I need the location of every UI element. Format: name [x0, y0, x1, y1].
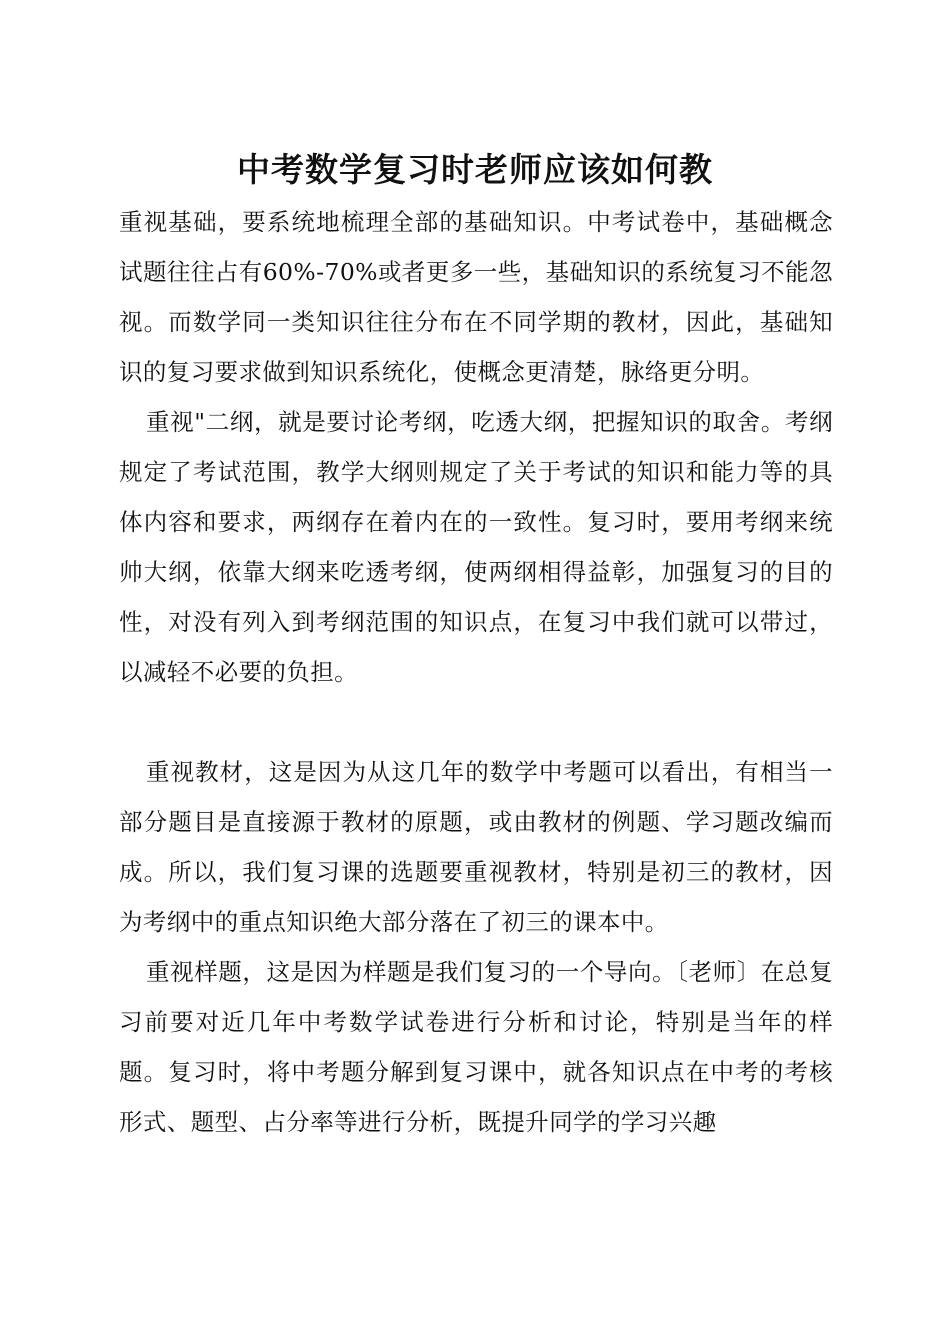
paragraph-sample-questions: 重视样题，这是因为样题是我们复习的一个导向。〔老师〕在总复习前要对近几年中考数学试卷进行分析和讨论，特别是当年的样题。复习时，将中考题分解到复习课中，就各知识点在中考的考核形式、题型、占分率等进行分析，既提升同学的学习兴趣 — [119, 958, 833, 1136]
paragraph-textbook: 重视教材，这是因为从这几年的数学中考题可以看出，有相当一部分题目是直接源于教材的原题，或由教材的例题、学习题改编而成。所以，我们复习课的选题要重视教材，特别是初三的教材，因为考纲中的重点知识绝大部分落在了初三的课本中。 — [119, 758, 833, 936]
paragraph-basics: 重视基础，要系统地梳理全部的基础知识。中考试卷中，基础概念试题往往占有60%-70%或者更多一些，基础知识的系统复习不能忽视。而数学同一类知识往往分布在不同学期的教材，因此，基础知识的复习要求做到知识系统化，使概念更清楚，脉络更分明。 — [119, 208, 833, 386]
paragraph-gap — [119, 697, 833, 747]
paragraph-syllabus: 重视"二纲，就是要讨论考纲，吃透大纲，把握知识的取舍。考纲规定了考试范围，教学大纲则规定了关于考试的知识和能力等的具体内容和要求，两纲存在着内在的一致性。复习时，要用考纲来统帅大纲，依靠大纲来吃透考纲，使两纲相得益彰，加强复习的目的性，对没有列入到考纲范围的知识点，在复习中我们就可以带过，以减轻不必要的负担。 — [119, 408, 833, 686]
document-title: 中考数学复习时老师应该如何教 — [237, 150, 713, 189]
document-body — [119, 197, 833, 1147]
